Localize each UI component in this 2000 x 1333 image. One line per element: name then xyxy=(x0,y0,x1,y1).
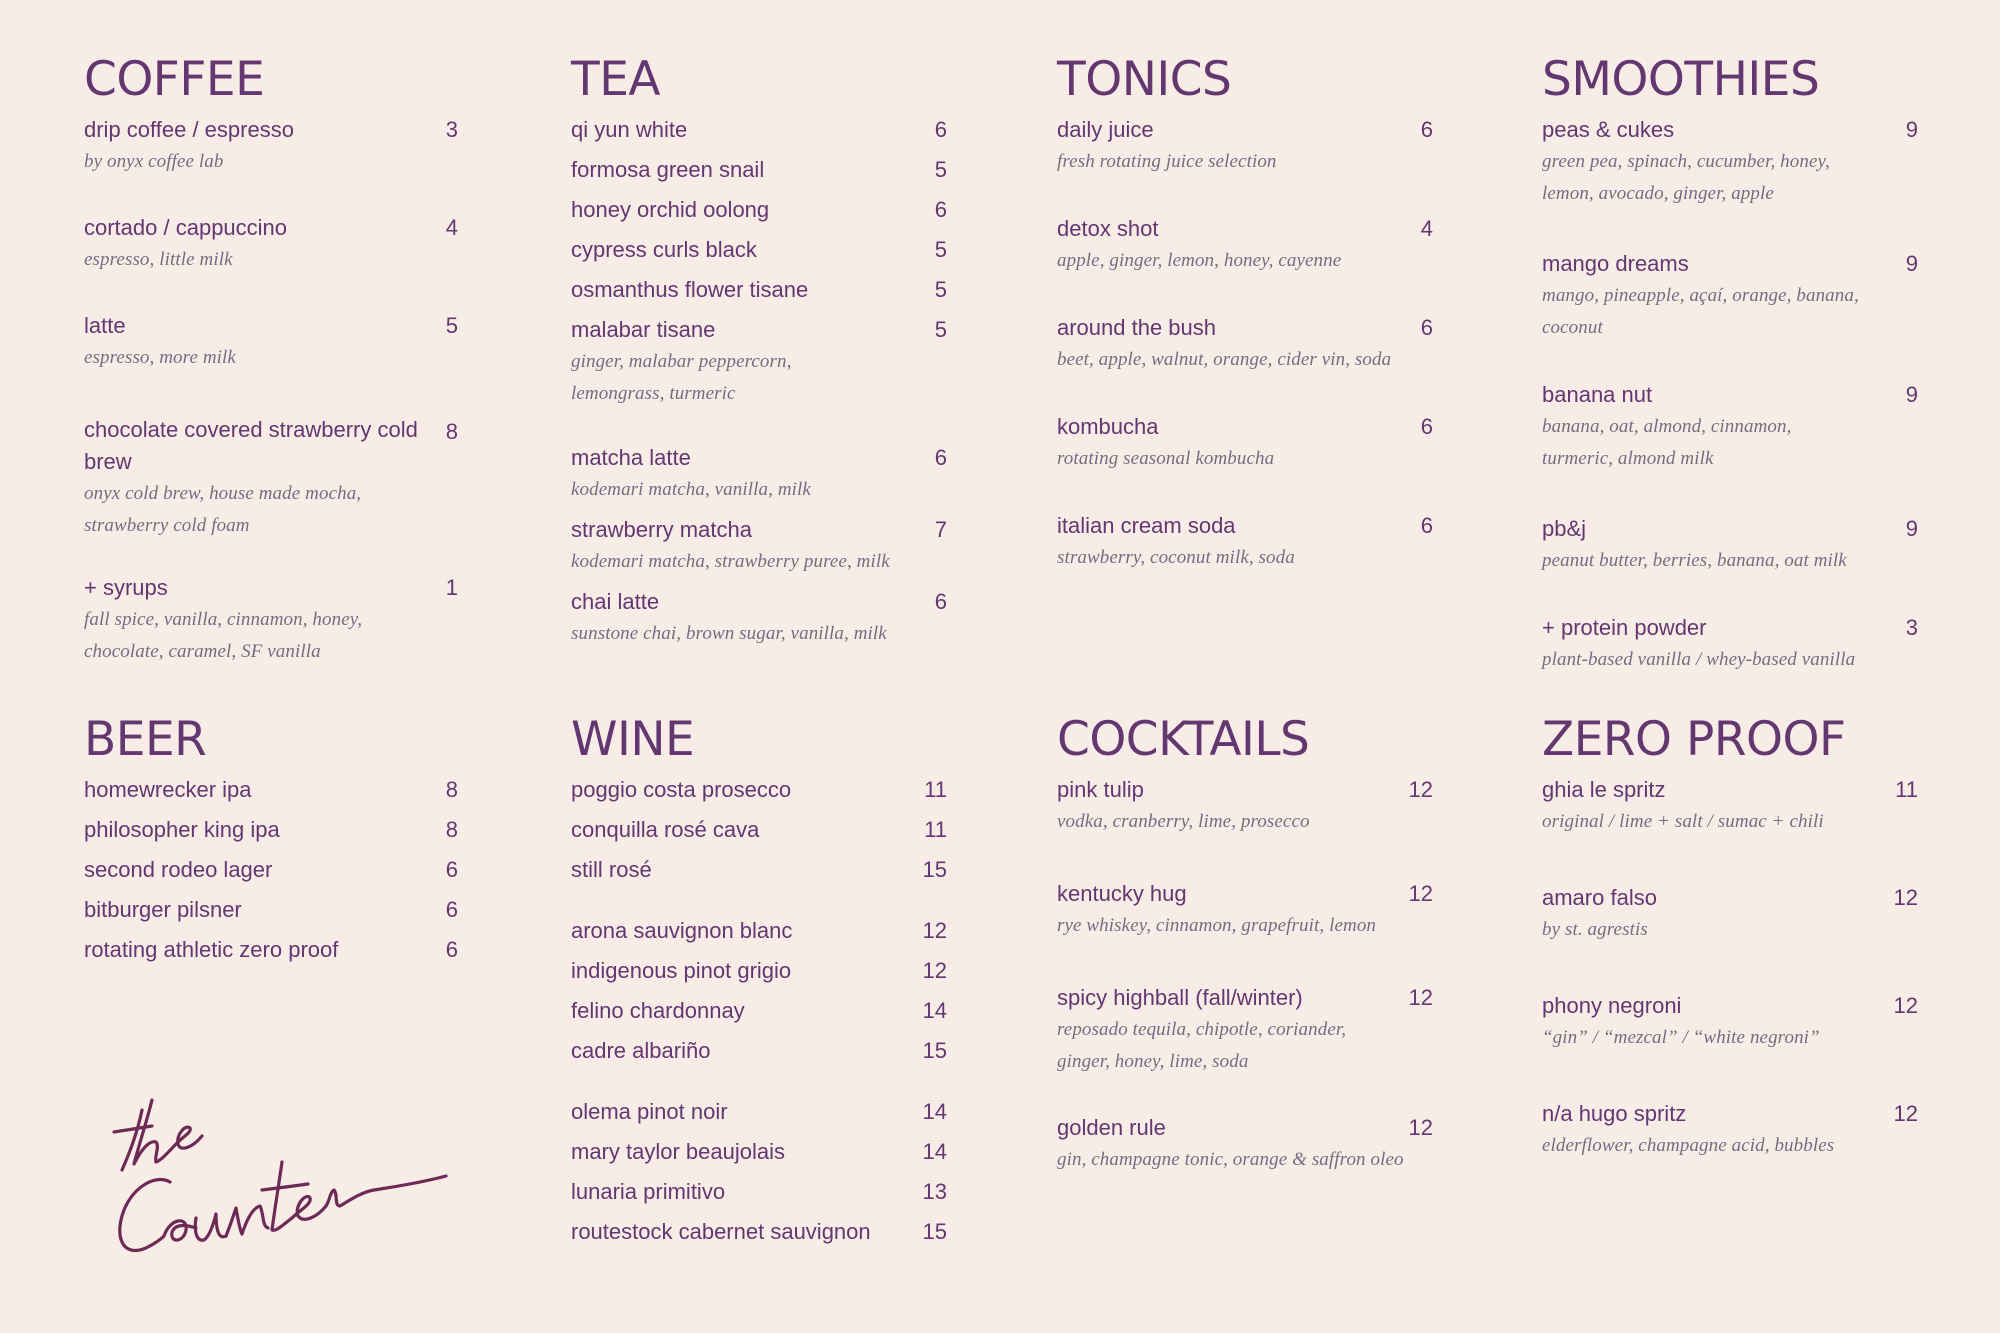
item-name: peas & cukes xyxy=(1542,117,1675,142)
item-description: apple, ginger, lemon, honey, cayenne xyxy=(1057,250,1342,271)
item-description: original / lime + salt / sumac + chili xyxy=(1542,811,1824,832)
item-price: 14 xyxy=(922,998,947,1023)
item-price: 8 xyxy=(445,817,458,842)
item-name: pb&j xyxy=(1542,516,1587,541)
item-name: cadre albariño xyxy=(571,1038,711,1063)
item-name: poggio costa prosecco xyxy=(571,777,792,802)
item-price: 12 xyxy=(922,918,947,943)
menu-item xyxy=(1057,411,1433,443)
item-description: elderflower, champagne acid, bubbles xyxy=(1542,1135,1835,1156)
item-description: green pea, spinach, cucumber, honey, lemon, avocado, ginger, apple xyxy=(1542,151,1830,204)
item-price: 5 xyxy=(934,277,947,302)
item-price: 12 xyxy=(1408,1115,1433,1140)
item-name: homewrecker ipa xyxy=(84,777,252,802)
item-price: 4 xyxy=(1420,216,1433,241)
menu-item xyxy=(1057,982,1433,1014)
item-name: matcha latte xyxy=(571,445,691,470)
menu-item xyxy=(571,1035,947,1067)
item-price: 12 xyxy=(1893,885,1918,910)
menu-item xyxy=(571,1176,947,1208)
menu-item xyxy=(1542,379,1918,411)
menu-item xyxy=(571,234,947,266)
item-price: 3 xyxy=(1905,615,1918,640)
item-price: 6 xyxy=(1420,513,1433,538)
item-price: 6 xyxy=(934,445,947,470)
section-smoothies xyxy=(1542,52,1918,676)
item-name: + protein powder xyxy=(1542,615,1707,640)
menu-item xyxy=(571,514,947,546)
item-price: 6 xyxy=(445,937,458,962)
item-price: 3 xyxy=(445,117,458,142)
menu-item xyxy=(84,114,458,146)
item-description: peanut butter, berries, banana, oat milk xyxy=(1542,550,1847,571)
item-name: rotating athletic zero proof xyxy=(84,937,339,962)
menu-item xyxy=(1542,114,1918,146)
item-price: 11 xyxy=(924,817,947,842)
item-name: indigenous pinot grigio xyxy=(571,958,792,983)
item-name: formosa green snail xyxy=(571,157,765,182)
menu-item xyxy=(571,314,947,346)
item-description: rotating seasonal kombucha xyxy=(1057,448,1275,469)
menu-item xyxy=(84,414,458,478)
item-name: banana nut xyxy=(1542,382,1653,407)
item-price: 4 xyxy=(445,215,458,240)
menu-item xyxy=(1542,248,1918,280)
item-price: 9 xyxy=(1905,382,1918,407)
item-description: ginger, malabar peppercorn, lemongrass, turmeric xyxy=(571,351,792,404)
item-description: gin, champagne tonic, orange & saffron oleo xyxy=(1057,1149,1404,1170)
item-description: by st. agrestis xyxy=(1542,919,1648,940)
menu-item xyxy=(1057,1112,1433,1144)
menu-item xyxy=(1057,312,1433,344)
item-name: osmanthus flower tisane xyxy=(571,277,809,302)
item-name: italian cream soda xyxy=(1057,513,1236,538)
item-description: vodka, cranberry, lime, prosecco xyxy=(1057,811,1310,832)
section-coffee xyxy=(84,52,458,668)
section-tonics xyxy=(1057,52,1433,574)
item-price: 14 xyxy=(922,1139,947,1164)
item-description: reposado tequila, chipotle, coriander, ginger, honey, lime, soda xyxy=(1057,1019,1347,1072)
item-description: espresso, more milk xyxy=(84,347,236,368)
item-name: daily juice xyxy=(1057,117,1154,142)
item-description: strawberry, coconut milk, soda xyxy=(1057,547,1295,568)
item-price: 9 xyxy=(1905,251,1918,276)
section-title: SMOOTHIES xyxy=(1542,52,1820,107)
menu-item xyxy=(84,894,458,926)
menu-item xyxy=(84,212,458,244)
item-price: 5 xyxy=(934,317,947,342)
item-price: 6 xyxy=(934,197,947,222)
section-title: ZERO PROOF xyxy=(1542,712,1846,767)
menu-item xyxy=(1057,510,1433,542)
item-price: 6 xyxy=(1420,414,1433,439)
item-description: by onyx coffee lab xyxy=(84,151,224,172)
item-price: 15 xyxy=(922,1038,947,1063)
menu-item xyxy=(84,774,458,806)
item-description: “gin” / “mezcal” / “white negroni” xyxy=(1542,1027,1820,1048)
menu-item xyxy=(571,1136,947,1168)
item-name: n/a hugo spritz xyxy=(1542,1101,1687,1126)
item-name: chai latte xyxy=(571,589,660,614)
item-price: 5 xyxy=(934,237,947,262)
item-name: pink tulip xyxy=(1057,777,1144,802)
menu-item xyxy=(1542,513,1918,545)
item-name: + syrups xyxy=(84,575,168,600)
menu-item xyxy=(571,814,947,846)
menu-item xyxy=(1057,114,1433,146)
menu-item xyxy=(84,934,458,966)
item-name: mary taylor beaujolais xyxy=(571,1139,785,1164)
item-price: 12 xyxy=(1893,993,1918,1018)
item-name: still rosé xyxy=(571,857,652,882)
item-name: golden rule xyxy=(1057,1115,1166,1140)
item-name: olema pinot noir xyxy=(571,1099,728,1124)
item-name: arona sauvignon blanc xyxy=(571,918,793,943)
section-cocktails xyxy=(1057,712,1433,1176)
menu-item xyxy=(1542,990,1918,1022)
item-name: ghia le spritz xyxy=(1542,777,1666,802)
item-name: detox shot xyxy=(1057,216,1159,241)
section-beer xyxy=(84,712,458,966)
item-price: 7 xyxy=(934,517,947,542)
menu-item xyxy=(571,774,947,806)
menu-item xyxy=(571,1216,947,1248)
item-name: bitburger pilsner xyxy=(84,897,242,922)
item-price: 15 xyxy=(922,857,947,882)
item-price: 11 xyxy=(924,777,947,802)
item-price: 12 xyxy=(1893,1101,1918,1126)
section-title: TEA xyxy=(571,52,661,107)
item-name: routestock cabernet sauvignon xyxy=(571,1219,871,1244)
menu-item xyxy=(84,854,458,886)
section-tea xyxy=(571,52,947,650)
item-description: sunstone chai, brown sugar, vanilla, milk xyxy=(571,623,887,644)
item-price: 12 xyxy=(1408,985,1433,1010)
menu-item xyxy=(1542,774,1918,806)
item-description: fall spice, vanilla, cinnamon, honey, chocolate, caramel, SF vanilla xyxy=(84,609,363,662)
item-price: 6 xyxy=(1420,117,1433,142)
item-name: conquilla rosé cava xyxy=(571,817,760,842)
item-price: 6 xyxy=(934,117,947,142)
menu-item xyxy=(571,154,947,186)
item-description: plant-based vanilla / whey-based vanilla xyxy=(1542,649,1856,670)
item-price: 5 xyxy=(934,157,947,182)
item-name: qi yun white xyxy=(571,117,688,142)
menu-item xyxy=(1542,612,1918,644)
menu-item xyxy=(571,1096,947,1128)
item-description: banana, oat, almond, cinnamon, turmeric, almond milk xyxy=(1542,416,1792,469)
item-name: mango dreams xyxy=(1542,251,1689,276)
menu-item xyxy=(1057,878,1433,910)
section-title: COFFEE xyxy=(84,52,265,107)
item-name: latte xyxy=(84,313,126,338)
item-name: cypress curls black xyxy=(571,237,757,262)
menu-item xyxy=(571,955,947,987)
item-price: 12 xyxy=(1408,777,1433,802)
item-name: drip coffee / espresso xyxy=(84,117,294,142)
item-name: lunaria primitivo xyxy=(571,1179,726,1204)
item-name: second rodeo lager xyxy=(84,857,273,882)
item-description: kodemari matcha, vanilla, milk xyxy=(571,479,811,500)
menu-item xyxy=(571,274,947,306)
menu-item xyxy=(571,194,947,226)
item-name: kentucky hug xyxy=(1057,881,1187,906)
script-logo xyxy=(112,1090,452,1270)
item-description: mango, pineapple, açaí, orange, banana, coconut xyxy=(1542,285,1859,338)
item-price: 14 xyxy=(922,1099,947,1124)
section-wine xyxy=(571,712,947,1248)
item-description: rye whiskey, cinnamon, grapefruit, lemon xyxy=(1057,915,1377,936)
menu-item xyxy=(84,814,458,846)
menu-item xyxy=(84,572,458,604)
item-price: 9 xyxy=(1905,117,1918,142)
item-name: philosopher king ipa xyxy=(84,817,280,842)
item-price: 12 xyxy=(922,958,947,983)
item-name: malabar tisane xyxy=(571,317,716,342)
item-price: 8 xyxy=(445,777,458,802)
item-description: fresh rotating juice selection xyxy=(1057,151,1277,172)
item-name: chocolate covered strawberry cold brew xyxy=(84,417,418,474)
item-price: 1 xyxy=(445,575,458,600)
menu-item xyxy=(571,995,947,1027)
section-title: COCKTAILS xyxy=(1057,712,1310,767)
menu-item xyxy=(1542,1098,1918,1130)
item-price: 6 xyxy=(445,857,458,882)
item-price: 9 xyxy=(1905,516,1918,541)
section-title: BEER xyxy=(84,712,207,767)
item-name: honey orchid oolong xyxy=(571,197,770,222)
section-title: WINE xyxy=(571,712,695,767)
item-description: beet, apple, walnut, orange, cider vin, soda xyxy=(1057,349,1392,370)
menu-item xyxy=(571,586,947,618)
item-price: 12 xyxy=(1408,881,1433,906)
section-zero-proof xyxy=(1542,712,1918,1162)
item-price: 6 xyxy=(445,897,458,922)
item-name: phony negroni xyxy=(1542,993,1682,1018)
item-price: 6 xyxy=(1420,315,1433,340)
item-name: spicy highball (fall/winter) xyxy=(1057,985,1303,1010)
item-price: 6 xyxy=(934,589,947,614)
item-name: amaro falso xyxy=(1542,885,1657,910)
item-price: 15 xyxy=(922,1219,947,1244)
item-description: kodemari matcha, strawberry puree, milk xyxy=(571,551,890,572)
menu-item xyxy=(571,915,947,947)
menu-item xyxy=(84,310,458,342)
menu-item xyxy=(571,442,947,474)
menu-item xyxy=(1542,882,1918,914)
item-name: cortado / cappuccino xyxy=(84,215,288,240)
menu-item xyxy=(571,854,947,886)
menu-item xyxy=(1057,774,1433,806)
item-name: strawberry matcha xyxy=(571,517,752,542)
item-name: kombucha xyxy=(1057,414,1159,439)
item-price: 11 xyxy=(1895,777,1918,802)
item-description: onyx cold brew, house made mocha, strawberry cold foam xyxy=(84,483,362,536)
menu-item xyxy=(571,114,947,146)
item-name: felino chardonnay xyxy=(571,998,745,1023)
item-description: espresso, little milk xyxy=(84,249,233,270)
item-price: 13 xyxy=(922,1179,947,1204)
item-price: 8 xyxy=(445,419,458,444)
section-title: TONICS xyxy=(1057,52,1232,107)
item-name: around the bush xyxy=(1057,315,1217,340)
menu-item xyxy=(1057,213,1433,245)
item-price: 5 xyxy=(445,313,458,338)
